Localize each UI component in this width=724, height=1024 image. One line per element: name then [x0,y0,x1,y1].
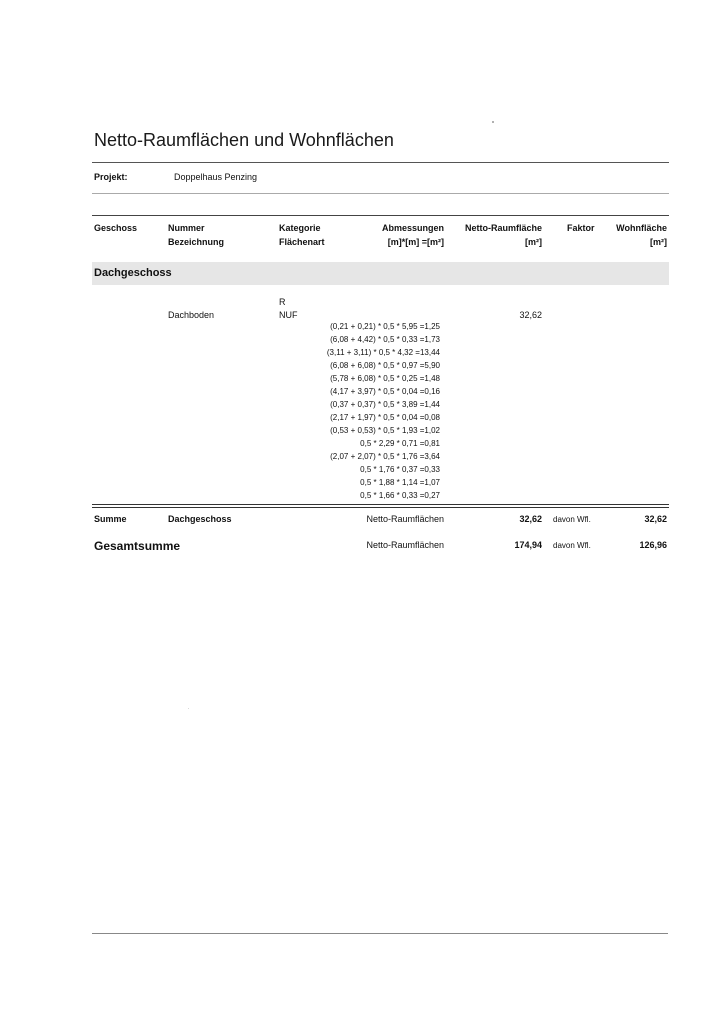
gesamtsumme-netto: 174,94 [514,540,542,550]
col-flaechenart: Flächenart [279,237,325,247]
summe-label: Summe [94,514,127,524]
section-title: Dachgeschoss [94,267,172,279]
footer-rule [92,933,668,934]
gesamtsumme-label: Gesamtsumme [94,539,181,553]
calc-line: 0,5 * 1,76 * 0,37 =0,33 [360,465,440,474]
page-title: Netto-Raumflächen und Wohnflächen [94,130,394,150]
summe-davon: davon Wfl. [553,515,591,524]
col-kategorie: Kategorie [279,223,321,233]
col-nummer: Nummer [168,223,205,233]
col-wohn-unit: [m²] [650,237,667,247]
summe-wohn: 32,62 [644,514,667,524]
col-bezeichnung: Bezeichnung [168,237,225,247]
col-netto-unit: [m²] [525,237,542,247]
col-geschoss: Geschoss [94,223,138,233]
calc-line: 0,5 * 1,66 * 0,33 =0,27 [360,491,440,500]
section-band [92,262,669,285]
summe-rule-top [92,504,669,505]
calc-line: (2,17 + 1,97) * 0,5 * 0,04 =0,08 [330,413,440,422]
header-top-rule [92,215,669,216]
gesamtsumme-type: Netto-Raumflächen [366,540,444,550]
calc-line: (5,78 + 6,08) * 0,5 * 0,25 =1,48 [330,374,440,383]
scan-speck [492,121,494,123]
gesamtsumme-wohn: 126,96 [639,540,667,550]
calc-line: (0,37 + 0,37) * 0,5 * 3,89 =1,44 [330,400,440,409]
col-abmessungen-unit: [m]*[m] =[m²] [387,237,444,247]
summe-name: Dachgeschoss [168,514,232,524]
room-flaechenart: NUF [279,310,298,320]
calc-line: 0,5 * 1,88 * 1,14 =1,07 [360,478,440,487]
title-rule [92,162,669,163]
project-value: Doppelhaus Penzing [174,172,258,182]
room-kategorie: R [279,297,286,307]
calc-line: 0,5 * 2,29 * 0,71 =0,81 [360,439,440,448]
summe-rule-bottom [92,507,669,508]
room-netto: 32,62 [519,310,542,320]
col-wohn: Wohnfläche [616,223,667,233]
summe-type: Netto-Raumflächen [366,514,444,524]
room-bezeichnung: Dachboden [168,310,215,320]
calc-line: (4,17 + 3,97) * 0,5 * 0,04 =0,16 [330,387,440,396]
summe-netto: 32,62 [519,514,542,524]
calc-line: (2,07 + 2,07) * 0,5 * 1,76 =3,64 [330,452,440,461]
calc-line: (3,11 + 3,11) * 0,5 * 4,32 =13,44 [326,348,440,357]
project-rule [92,193,669,194]
col-faktor: Faktor [567,223,595,233]
calc-line: (0,53 + 0,53) * 0,5 * 1,93 =1,02 [330,426,440,435]
scan-speck [188,708,189,709]
col-abmessungen: Abmessungen [381,223,444,233]
calc-line: (6,08 + 6,08) * 0,5 * 0,97 =5,90 [330,361,440,370]
project-label: Projekt: [94,172,128,182]
col-netto: Netto-Raumfläche [464,223,542,233]
gesamtsumme-davon: davon Wfl. [553,541,591,550]
calc-line: (0,21 + 0,21) * 0,5 * 5,95 =1,25 [330,322,440,331]
calc-line: (6,08 + 4,42) * 0,5 * 0,33 =1,73 [330,335,440,344]
